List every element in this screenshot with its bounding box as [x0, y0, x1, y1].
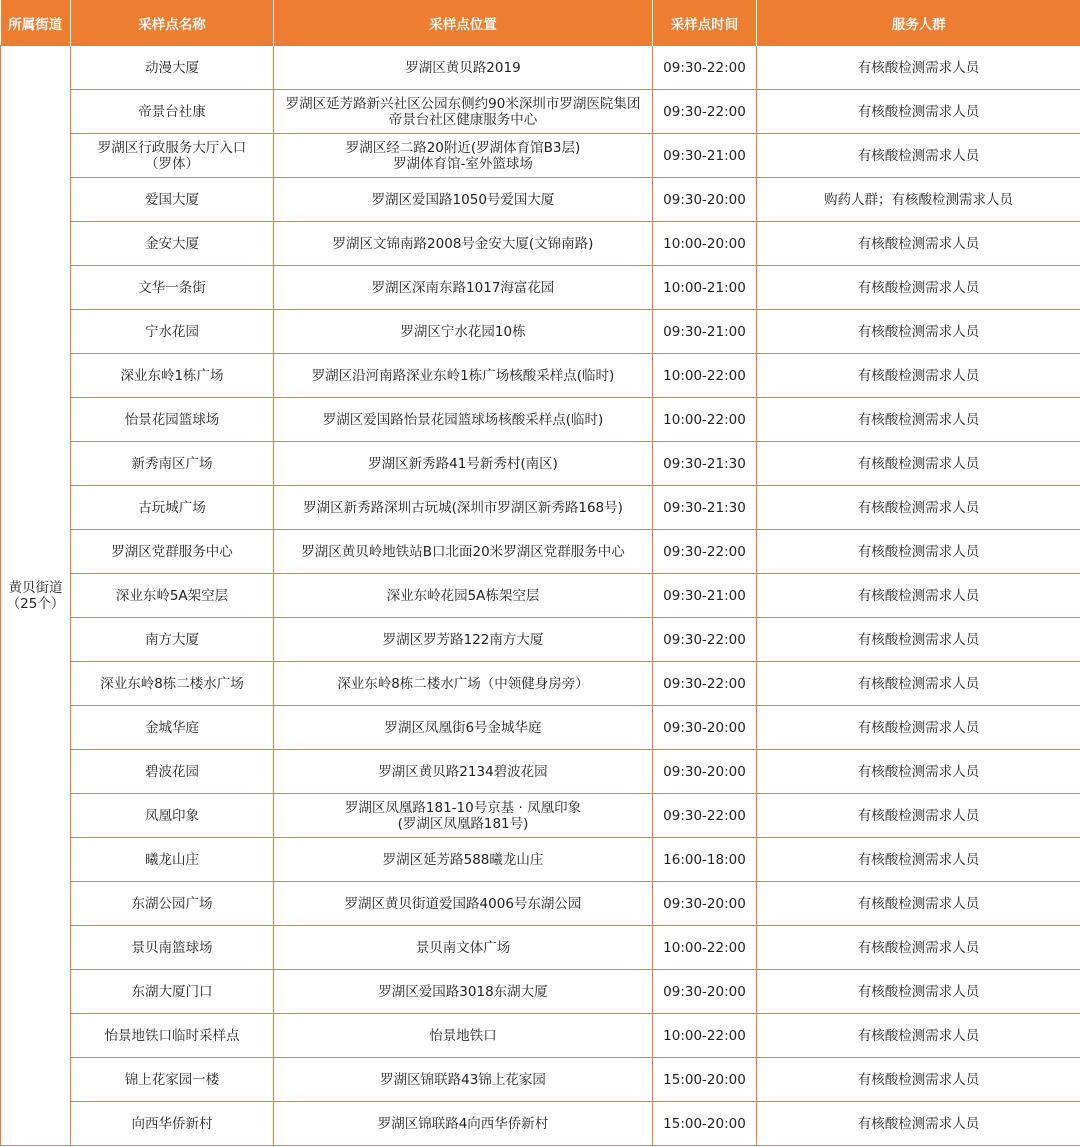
- site-location-cell: [274, 574, 653, 618]
- site-location-cell: [274, 662, 653, 706]
- site-time-cell: 15:00-20:00: [653, 1102, 757, 1146]
- table-row: [1, 310, 1080, 354]
- site-service-cell: 有核酸检测需求人员: [757, 970, 1080, 1014]
- site-service-cell: 有核酸检测需求人员: [757, 354, 1080, 398]
- site-name-cell: [71, 354, 274, 398]
- site-name-cell: [71, 970, 274, 1014]
- site-name-cell: [71, 1102, 274, 1146]
- site-time-cell: 10:00-21:00: [653, 266, 757, 310]
- site-time-cell: 09:30-20:00: [653, 750, 757, 794]
- site-location-cell: [274, 354, 653, 398]
- site-location-cell: [274, 970, 653, 1014]
- site-name: 怡景地铁口临时采样点: [104, 1027, 240, 1044]
- site-name: 罗湖区行政服务大厅入口: [97, 139, 247, 156]
- site-location: 罗湖体育馆-室外篮球场: [393, 155, 533, 172]
- site-location: 罗湖区经二路20附近(罗湖体育馆B3层): [345, 139, 581, 156]
- site-location-cell: [274, 882, 653, 926]
- site-service-cell: 有核酸检测需求人员: [757, 134, 1080, 178]
- site-location-cell: [274, 398, 653, 442]
- table-row: [1, 618, 1080, 662]
- header-location: 采样点位置: [274, 0, 653, 46]
- site-location-cell: [274, 46, 653, 90]
- site-location-cell: [274, 618, 653, 662]
- site-time-cell: 10:00-22:00: [653, 354, 757, 398]
- site-name-cell: [71, 178, 274, 222]
- site-time-cell: 10:00-22:00: [653, 1014, 757, 1058]
- site-location: 罗湖区罗芳路122南方大厦: [382, 631, 544, 648]
- site-name-cell: [71, 398, 274, 442]
- site-name-cell: [71, 442, 274, 486]
- site-time-cell: 09:30-22:00: [653, 530, 757, 574]
- table-row: [1, 926, 1080, 970]
- table-row: [1, 442, 1080, 486]
- site-location: 罗湖区深南东路1017海富花园: [371, 279, 555, 296]
- table-row: [1, 398, 1080, 442]
- site-time-cell: 09:30-20:00: [653, 970, 757, 1014]
- site-time-cell: 09:30-20:00: [653, 882, 757, 926]
- table-row: [1, 970, 1080, 1014]
- table-row: [1, 178, 1080, 222]
- site-location: 罗湖区爱国路怡景花园篮球场核酸采样点(临时): [322, 411, 604, 428]
- site-location: 罗湖区宁水花园10栋: [400, 323, 526, 340]
- site-service-cell: 有核酸检测需求人员: [757, 266, 1080, 310]
- site-time-cell: 09:30-20:00: [653, 178, 757, 222]
- site-service-cell: 有核酸检测需求人员: [757, 750, 1080, 794]
- site-name: 动漫大厦: [145, 59, 199, 76]
- site-location-cell: [274, 266, 653, 310]
- site-name: 锦上花家园一楼: [124, 1071, 220, 1088]
- site-name-cell: [71, 706, 274, 750]
- header-name: 采样点名称: [71, 0, 274, 46]
- site-name: 深业东岭5A架空层: [115, 587, 229, 604]
- site-name: 景贝南篮球场: [131, 939, 213, 956]
- site-time-cell: 09:30-22:00: [653, 618, 757, 662]
- table-row: [1, 90, 1080, 134]
- site-time-cell: 09:30-21:00: [653, 574, 757, 618]
- site-service-cell: 有核酸检测需求人员: [757, 618, 1080, 662]
- site-location: 罗湖区文锦南路2008号金安大厦(文锦南路): [332, 235, 594, 252]
- site-location: 怡景地铁口: [429, 1027, 497, 1044]
- site-name: 东湖公园广场: [131, 895, 213, 912]
- site-location: 罗湖区黄贝岭地铁站B口北面20米罗湖区党群服务中心: [301, 543, 625, 560]
- site-name: 宁水花园: [145, 323, 199, 340]
- site-service-cell: 有核酸检测需求人员: [757, 46, 1080, 90]
- site-name: 金城华庭: [145, 719, 199, 736]
- site-service-cell: 有核酸检测需求人员: [757, 310, 1080, 354]
- site-name-cell: [71, 486, 274, 530]
- site-location-cell: [274, 706, 653, 750]
- site-name-cell: [71, 134, 274, 178]
- table-row: [1, 134, 1080, 178]
- table-row: [1, 266, 1080, 310]
- site-time-cell: 09:30-22:00: [653, 794, 757, 838]
- site-name-cell: [71, 662, 274, 706]
- site-service-cell: 有核酸检测需求人员: [757, 1102, 1080, 1146]
- site-name: 爱国大厦: [145, 191, 199, 208]
- site-location: 罗湖区锦联路4向西华侨新村: [377, 1115, 549, 1132]
- site-name-cell: [71, 46, 274, 90]
- site-location-cell: [274, 926, 653, 970]
- table-row: [1, 486, 1080, 530]
- site-location-cell: [274, 1058, 653, 1102]
- site-time-cell: 10:00-22:00: [653, 926, 757, 970]
- site-location-cell: [274, 486, 653, 530]
- table-row: [1, 838, 1080, 882]
- site-name: 东湖大厦门口: [131, 983, 213, 1000]
- site-time-cell: 10:00-22:00: [653, 398, 757, 442]
- site-service-cell: 有核酸检测需求人员: [757, 662, 1080, 706]
- site-location: 帝景台社区健康服务中心: [388, 111, 538, 128]
- site-location-cell: [274, 442, 653, 486]
- site-location: 罗湖区沿河南路深业东岭1栋广场核酸采样点(临时): [311, 367, 615, 384]
- header-time: 采样点时间: [653, 0, 757, 46]
- site-time-cell: 09:30-20:00: [653, 706, 757, 750]
- table-row: [1, 794, 1080, 838]
- site-time-cell: 09:30-22:00: [653, 90, 757, 134]
- site-location: 罗湖区新秀路深圳古玩城(深圳市罗湖区新秀路168号): [303, 499, 623, 516]
- table-body: [1, 46, 1080, 1146]
- site-name-cell: [71, 750, 274, 794]
- site-location-cell: [274, 222, 653, 266]
- site-time-cell: 09:30-21:00: [653, 310, 757, 354]
- site-name: 古玩城广场: [138, 499, 206, 516]
- site-name: 深业东岭1栋广场: [120, 367, 224, 384]
- site-name: 文华一条街: [138, 279, 206, 296]
- site-location: 罗湖区凤凰路181-10号京基 · 凤凰印象: [344, 799, 582, 816]
- site-location-cell: [274, 1014, 653, 1058]
- table-row: [1, 222, 1080, 266]
- site-service-cell: 有核酸检测需求人员: [757, 442, 1080, 486]
- site-service-cell: 有核酸检测需求人员: [757, 486, 1080, 530]
- site-location: (罗湖区凤凰路181号): [397, 815, 529, 832]
- table-row: [1, 1014, 1080, 1058]
- site-name-cell: [71, 222, 274, 266]
- site-name: 南方大厦: [145, 631, 199, 648]
- site-time-cell: 15:00-20:00: [653, 1058, 757, 1102]
- table-row: [1, 750, 1080, 794]
- site-name-cell: [71, 838, 274, 882]
- site-service-cell: 有核酸检测需求人员: [757, 838, 1080, 882]
- table-row: [1, 354, 1080, 398]
- site-location-cell: [274, 178, 653, 222]
- site-location-cell: [274, 838, 653, 882]
- site-location: 罗湖区爱国路3018东湖大厦: [378, 983, 548, 1000]
- site-service-cell: 有核酸检测需求人员: [757, 926, 1080, 970]
- site-name-cell: [71, 1014, 274, 1058]
- table-row: [1, 706, 1080, 750]
- site-location: 深业东岭花园5A栋架空层: [386, 587, 540, 604]
- site-name-cell: [71, 926, 274, 970]
- table-row: [1, 574, 1080, 618]
- site-location: 罗湖区延芳路588曦龙山庄: [382, 851, 544, 868]
- site-location-cell: [274, 530, 653, 574]
- site-name-cell: [71, 266, 274, 310]
- site-location-cell: [274, 1102, 653, 1146]
- site-location: 深业东岭8栋二楼水广场（中领健身房旁）: [337, 675, 589, 692]
- site-service-cell: 有核酸检测需求人员: [757, 706, 1080, 750]
- site-location: 罗湖区锦联路43锦上花家园: [380, 1071, 546, 1088]
- site-name-cell: [71, 90, 274, 134]
- site-location: 罗湖区新秀路41号新秀村(南区): [368, 455, 558, 472]
- site-name: 向西华侨新村: [131, 1115, 213, 1132]
- site-name-cell: [71, 1058, 274, 1102]
- header-service: 服务人群: [757, 0, 1080, 46]
- table-row: [1, 46, 1080, 90]
- site-name-cell: [71, 530, 274, 574]
- header-row: [1, 0, 1080, 46]
- site-name: 新秀南区广场: [131, 455, 213, 472]
- site-location-cell: [274, 134, 653, 178]
- site-time-cell: 16:00-18:00: [653, 838, 757, 882]
- site-name-cell: [71, 618, 274, 662]
- site-location-cell: [274, 90, 653, 134]
- site-name: （罗体）: [145, 155, 199, 172]
- table-row: [1, 882, 1080, 926]
- street-name: 黄贝街道: [8, 579, 63, 596]
- site-location-cell: [274, 310, 653, 354]
- site-time-cell: 09:30-21:30: [653, 442, 757, 486]
- site-time-cell: 10:00-20:00: [653, 222, 757, 266]
- site-name: 怡景花园篮球场: [124, 411, 220, 428]
- site-service-cell: 有核酸检测需求人员: [757, 1014, 1080, 1058]
- site-name-cell: [71, 574, 274, 618]
- site-location: 罗湖区爱国路1050号爱国大厦: [371, 191, 555, 208]
- site-location: 罗湖区凤凰街6号金城华庭: [384, 719, 542, 736]
- site-name-cell: [71, 310, 274, 354]
- street-count: （25个）: [6, 595, 65, 612]
- site-time-cell: 09:30-21:30: [653, 486, 757, 530]
- site-service-cell: 有核酸检测需求人员: [757, 530, 1080, 574]
- table-row: [1, 662, 1080, 706]
- site-time-cell: 09:30-22:00: [653, 46, 757, 90]
- site-location: 罗湖区黄贝路2019: [405, 59, 521, 76]
- site-service-cell: 有核酸检测需求人员: [757, 90, 1080, 134]
- site-name: 碧波花园: [145, 763, 199, 780]
- site-location: 景贝南文体广场: [415, 939, 511, 956]
- site-service-cell: 有核酸检测需求人员: [757, 222, 1080, 266]
- site-service-cell: 有核酸检测需求人员: [757, 794, 1080, 838]
- site-name: 帝景台社康: [138, 103, 206, 120]
- site-service-cell: 有核酸检测需求人员: [757, 574, 1080, 618]
- site-time-cell: 09:30-21:00: [653, 134, 757, 178]
- site-location: 罗湖区黄贝路2134碧波花园: [378, 763, 548, 780]
- site-name-cell: [71, 882, 274, 926]
- site-name: 金安大厦: [145, 235, 199, 252]
- site-name: 深业东岭8栋二楼水广场: [100, 675, 244, 692]
- site-name: 罗湖区党群服务中心: [111, 543, 233, 560]
- site-service-cell: 有核酸检测需求人员: [757, 398, 1080, 442]
- table-row: [1, 1102, 1080, 1146]
- table-row: [1, 1058, 1080, 1102]
- site-name: 凤凰印象: [145, 807, 199, 824]
- site-location-cell: [274, 794, 653, 838]
- site-location-cell: [274, 750, 653, 794]
- header-street: 所属街道: [1, 0, 71, 46]
- site-service-cell: 有核酸检测需求人员: [757, 1058, 1080, 1102]
- site-service-cell: 有核酸检测需求人员: [757, 882, 1080, 926]
- site-time-cell: 09:30-22:00: [653, 662, 757, 706]
- site-name-cell: [71, 794, 274, 838]
- site-location: 罗湖区黄贝街道爱国路4006号东湖公园: [344, 895, 582, 912]
- site-location: 罗湖区延芳路新兴社区公园东侧约90米深圳市罗湖医院集团: [285, 95, 641, 112]
- street-cell: [1, 46, 71, 1146]
- table-row: [1, 530, 1080, 574]
- site-service-cell: 购药人群；有核酸检测需求人员: [757, 178, 1080, 222]
- site-name: 曦龙山庄: [145, 851, 199, 868]
